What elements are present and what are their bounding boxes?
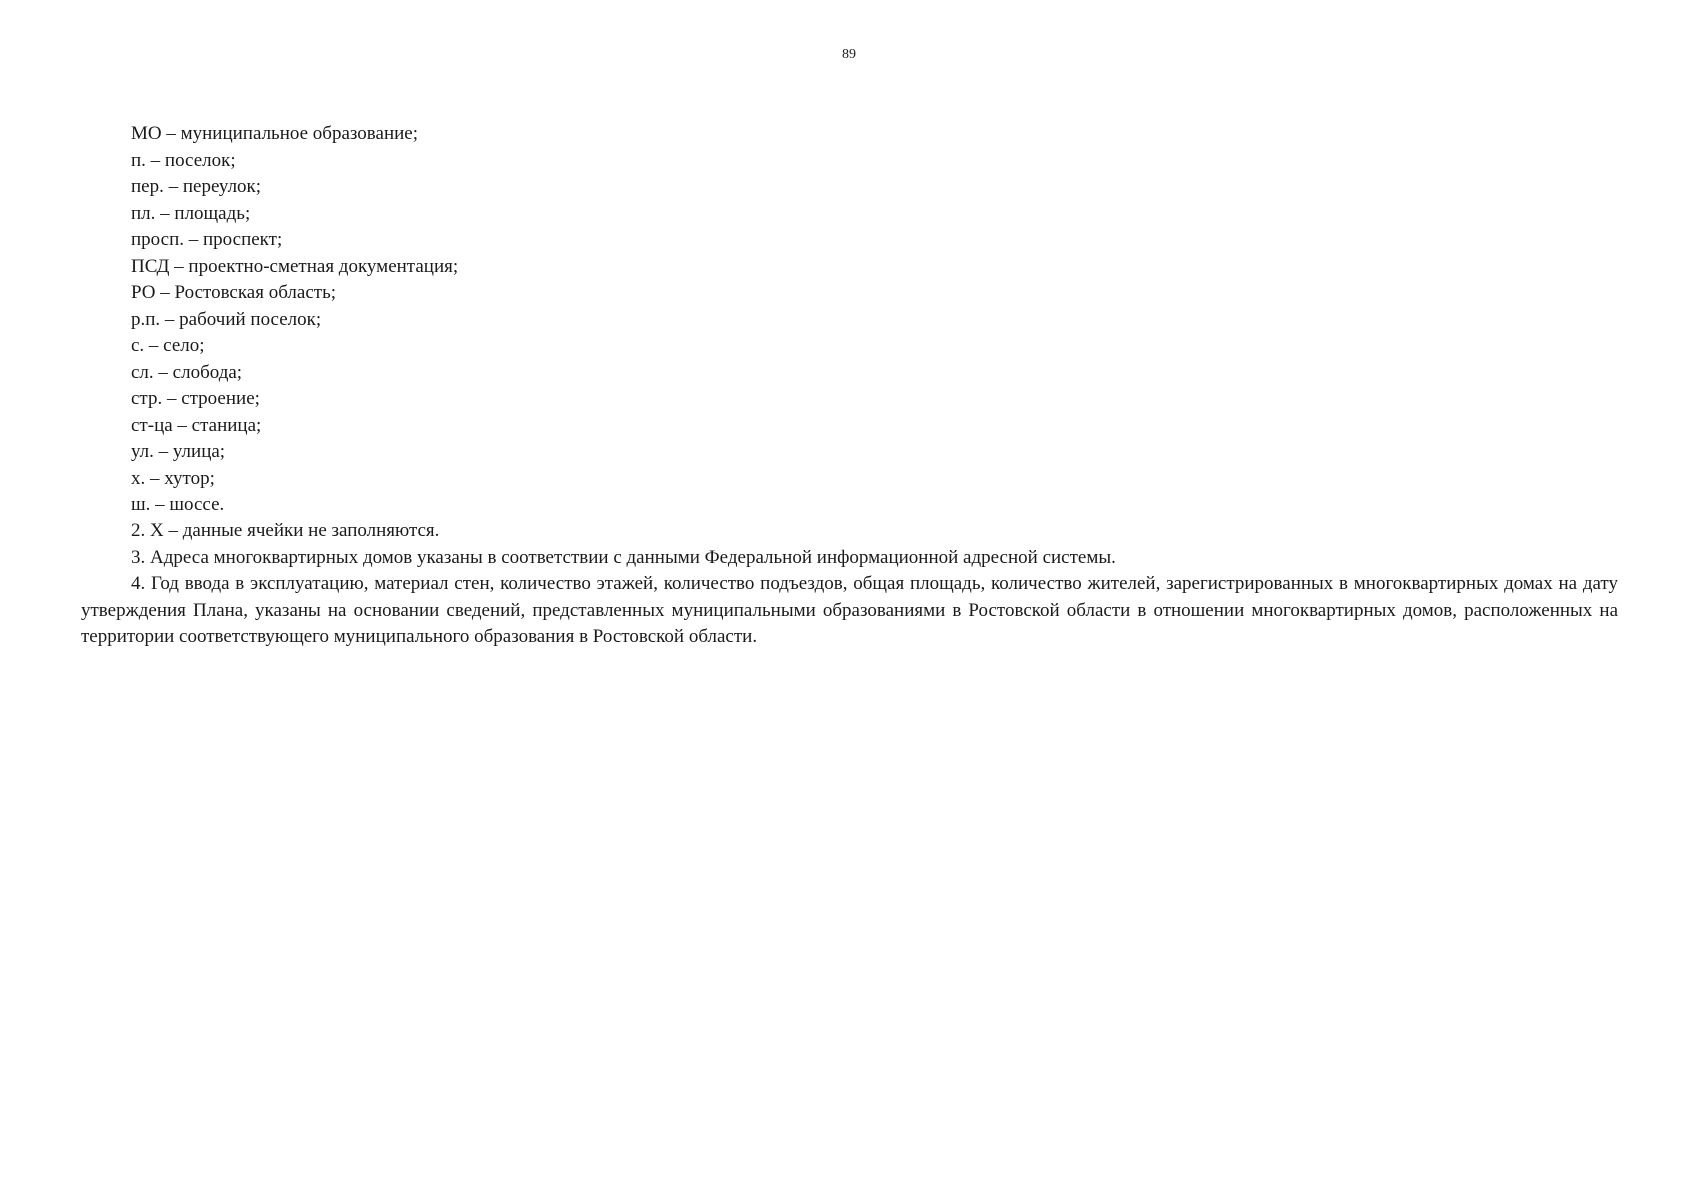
abbreviation-item: пл. – площадь; <box>131 202 251 224</box>
abbreviation-item: стр. – строение; <box>131 388 260 409</box>
abbreviation-item: РО – Ростовская область; <box>131 282 337 303</box>
note-addresses: 3. Адреса многоквартирных домов указаны в соответствии с данными Федеральной информационной адресной системы. <box>131 546 1116 568</box>
notes-section <box>81 518 1618 651</box>
note-empty-cells: 2. Х – данные ячейки не заполняются. <box>131 520 440 541</box>
abbreviation-item: х. – хутор; <box>131 467 215 489</box>
note-building-data-source: 4. Год ввода в эксплуатацию, материал стен, количество этажей, количество подъездов, общая площадь, количество жителей, зарегистрированных в многоквартирных домах на дату утверждения Плана, указаны на основании сведений, представленных муниципальными образованиями в Ростовской области в отношении многоквартирных домов, расположенных на территории соответствующего муниципального образования в Ростовской области. <box>81 573 1618 647</box>
abbreviation-item: сл. – слобода; <box>131 361 243 383</box>
abbreviation-list <box>131 121 458 519</box>
abbreviation-item: МО – муниципальное образование; <box>131 123 419 144</box>
abbreviation-item: п. – поселок; <box>131 149 236 171</box>
abbreviation-item: ул. – улица; <box>131 441 226 462</box>
abbreviation-item: р.п. – рабочий поселок; <box>131 308 322 330</box>
abbreviation-item: ш. – шоссе. <box>131 494 225 515</box>
abbreviation-item: просп. – проспект; <box>131 229 283 250</box>
abbreviation-item: ст-ца – станица; <box>131 414 262 436</box>
abbreviation-item: пер. – переулок; <box>131 176 262 197</box>
abbreviation-item: ПСД – проектно-сметная документация; <box>131 255 459 277</box>
abbreviation-item: с. – село; <box>131 335 205 356</box>
page-number: 89 <box>842 47 856 62</box>
